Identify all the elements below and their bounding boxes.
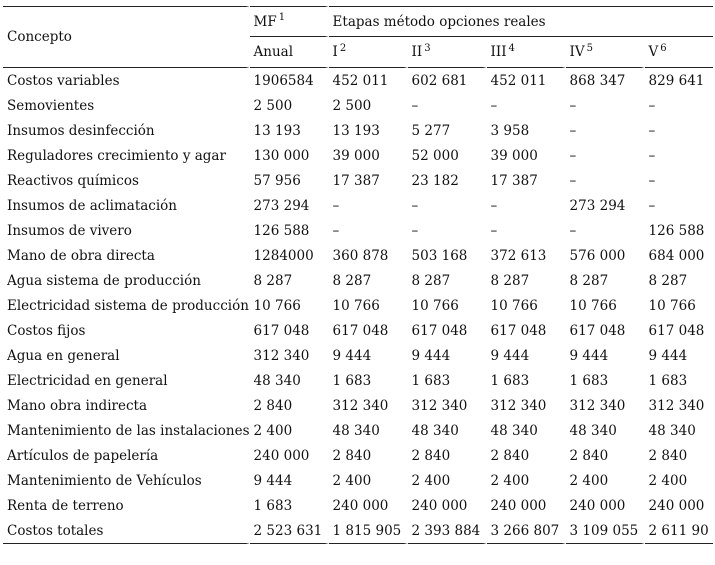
header-stage: IV $^5$: [566, 37, 645, 68]
row-value: 2 500: [332, 97, 372, 114]
row-value: 57 956: [253, 172, 301, 189]
row-value: 617 048: [648, 322, 705, 339]
row-value: 1 815 905: [329, 518, 408, 544]
row-value: 39 000: [332, 147, 380, 164]
row-value: 10 766: [253, 297, 301, 314]
table-row: [3, 168, 713, 193]
row-value: 23 182: [411, 172, 459, 189]
table-body: [3, 68, 713, 544]
row-value: 1 683: [569, 372, 609, 389]
row-value: –: [648, 147, 656, 164]
table-row: [3, 418, 713, 443]
header-annual: Anual: [250, 37, 329, 68]
row-value: –: [332, 222, 340, 239]
row-label: Semovientes: [7, 97, 95, 114]
row-value: 2 400: [648, 472, 688, 489]
row-value: 1 683: [253, 497, 293, 514]
header-mf: MF $^1$: [250, 6, 329, 37]
row-value: 2 840: [648, 447, 688, 464]
row-value: 2 840: [332, 447, 372, 464]
table-row: [3, 468, 713, 493]
row-value: 9 444: [569, 347, 609, 364]
row-value: –: [490, 97, 498, 114]
table-row: [3, 143, 713, 168]
row-value: 452 011: [332, 72, 389, 89]
row-value: 617 048: [253, 322, 310, 339]
table-row: [3, 218, 713, 243]
row-value: 576 000: [569, 247, 626, 264]
row-value: 10 766: [569, 297, 617, 314]
row-value: 2 611 90: [645, 518, 713, 544]
row-value: 17 387: [490, 172, 538, 189]
table-row: [3, 493, 713, 518]
row-value: 273 294: [253, 197, 310, 214]
row-value: 312 340: [253, 347, 310, 364]
row-value: 602 681: [411, 72, 468, 89]
row-value: 10 766: [648, 297, 696, 314]
row-value: 9 444: [253, 472, 293, 489]
row-value: 2 400: [569, 472, 609, 489]
row-label: Costos fijos: [7, 322, 86, 339]
row-value: 617 048: [411, 322, 468, 339]
row-label: Reactivos químicos: [7, 172, 139, 189]
header-concept: Concepto: [3, 6, 250, 68]
row-value: –: [569, 222, 577, 239]
row-value: 1284000: [253, 247, 314, 264]
row-value: 1 683: [411, 372, 451, 389]
row-value: –: [569, 97, 577, 114]
table-row: [3, 118, 713, 143]
cost-table: [3, 6, 713, 544]
row-value: –: [411, 197, 419, 214]
row-value: 1 683: [332, 372, 372, 389]
row-value: 48 340: [411, 422, 459, 439]
row-value: 312 340: [332, 397, 389, 414]
row-label: Renta de terreno: [7, 497, 124, 514]
row-value: 52 000: [411, 147, 459, 164]
row-value: 126 588: [253, 222, 310, 239]
row-label: Costos totales: [3, 518, 250, 544]
row-value: 2 400: [253, 422, 293, 439]
row-value: 273 294: [569, 197, 626, 214]
row-value: 48 340: [490, 422, 538, 439]
table-row: [3, 343, 713, 368]
table-row: [3, 443, 713, 468]
row-value: 868 347: [569, 72, 626, 89]
row-value: 617 048: [332, 322, 389, 339]
row-label: Artículos de papelería: [7, 447, 159, 464]
row-label: Electricidad en general: [7, 372, 168, 389]
row-value: 10 766: [332, 297, 380, 314]
row-value: 452 011: [490, 72, 547, 89]
row-value: 2 840: [569, 447, 609, 464]
table-row: [3, 293, 713, 318]
row-value: 240 000: [648, 497, 705, 514]
row-label: Mano de obra directa: [7, 247, 155, 264]
row-value: –: [569, 172, 577, 189]
row-value: 312 340: [569, 397, 626, 414]
row-value: 3 958: [490, 122, 530, 139]
row-value: 126 588: [648, 222, 705, 239]
row-value: 312 340: [411, 397, 468, 414]
row-value: 48 340: [332, 422, 380, 439]
row-value: 2 840: [490, 447, 530, 464]
row-label: Insumos de vivero: [7, 222, 132, 239]
row-value: –: [411, 222, 419, 239]
header-stage: I $^2$: [329, 37, 408, 68]
row-value: –: [569, 122, 577, 139]
table-row: [3, 368, 713, 393]
table-row: [3, 393, 713, 418]
row-label: Costos variables: [7, 72, 120, 89]
row-label: Agua sistema de producción: [7, 272, 201, 289]
table-row: [3, 68, 713, 93]
row-value: 8 287: [490, 272, 530, 289]
row-value: 2 523 631: [250, 518, 329, 544]
row-value: 617 048: [569, 322, 626, 339]
row-value: 2 400: [411, 472, 451, 489]
row-value: 360 878: [332, 247, 389, 264]
row-value: 10 766: [411, 297, 459, 314]
row-value: 240 000: [411, 497, 468, 514]
row-value: 684 000: [648, 247, 705, 264]
row-label: Agua en general: [7, 347, 120, 364]
header-stage: III $^4$: [487, 37, 566, 68]
row-value: 1 683: [490, 372, 530, 389]
row-value: 48 340: [569, 422, 617, 439]
row-value: 39 000: [490, 147, 538, 164]
row-label: Mantenimiento de Vehículos: [7, 472, 202, 489]
row-value: –: [411, 97, 419, 114]
row-value: 8 287: [569, 272, 609, 289]
table-row: [3, 318, 713, 343]
row-value: –: [490, 222, 498, 239]
row-value: –: [648, 97, 656, 114]
row-value: 3 109 055: [566, 518, 645, 544]
row-value: 240 000: [253, 447, 310, 464]
table-row: [3, 93, 713, 118]
row-value: 372 613: [490, 247, 547, 264]
row-value: 312 340: [490, 397, 547, 414]
row-value: 48 340: [648, 422, 696, 439]
row-value: 9 444: [648, 347, 688, 364]
row-value: 130 000: [253, 147, 310, 164]
table-row: [3, 268, 713, 293]
row-label: Reguladores crecimiento y agar: [7, 147, 226, 164]
row-value: 1906584: [253, 72, 314, 89]
row-value: 5 277: [411, 122, 451, 139]
row-value: 10 766: [490, 297, 538, 314]
row-value: 240 000: [490, 497, 547, 514]
table-row: [3, 193, 713, 218]
row-value: 2 400: [332, 472, 372, 489]
row-value: –: [490, 197, 498, 214]
row-value: 503 168: [411, 247, 468, 264]
row-label: Insumos desinfección: [7, 122, 155, 139]
row-value: 2 500: [253, 97, 293, 114]
row-label: Mantenimiento de las instalaciones: [7, 422, 250, 439]
header-stage: II $^3$: [408, 37, 487, 68]
row-value: 9 444: [332, 347, 372, 364]
row-value: 9 444: [490, 347, 530, 364]
row-value: 2 840: [411, 447, 451, 464]
row-value: 13 193: [253, 122, 301, 139]
row-value: 2 400: [490, 472, 530, 489]
row-value: 48 340: [253, 372, 301, 389]
row-value: 240 000: [569, 497, 626, 514]
row-value: 8 287: [411, 272, 451, 289]
row-value: 2 393 884: [408, 518, 487, 544]
row-value: 8 287: [648, 272, 688, 289]
row-value: 312 340: [648, 397, 705, 414]
header-stage: V $^6$: [645, 37, 713, 68]
table-row: [3, 518, 713, 544]
row-value: –: [648, 122, 656, 139]
row-value: –: [648, 197, 656, 214]
row-label: Insumos de aclimatación: [7, 197, 177, 214]
table-row: [3, 243, 713, 268]
row-value: 9 444: [411, 347, 451, 364]
row-value: –: [648, 172, 656, 189]
header-stages-title: Etapas método opciones reales: [329, 6, 713, 37]
row-value: 3 266 807: [487, 518, 566, 544]
row-value: –: [569, 147, 577, 164]
row-value: 829 641: [648, 72, 705, 89]
row-value: 240 000: [332, 497, 389, 514]
row-value: 2 840: [253, 397, 293, 414]
row-value: 617 048: [490, 322, 547, 339]
row-value: 1 683: [648, 372, 688, 389]
row-label: Electricidad sistema de producción: [7, 297, 249, 314]
row-label: Mano obra indirecta: [7, 397, 147, 414]
row-value: 8 287: [253, 272, 293, 289]
row-value: 8 287: [332, 272, 372, 289]
row-value: 17 387: [332, 172, 380, 189]
row-value: –: [332, 197, 340, 214]
row-value: 13 193: [332, 122, 380, 139]
